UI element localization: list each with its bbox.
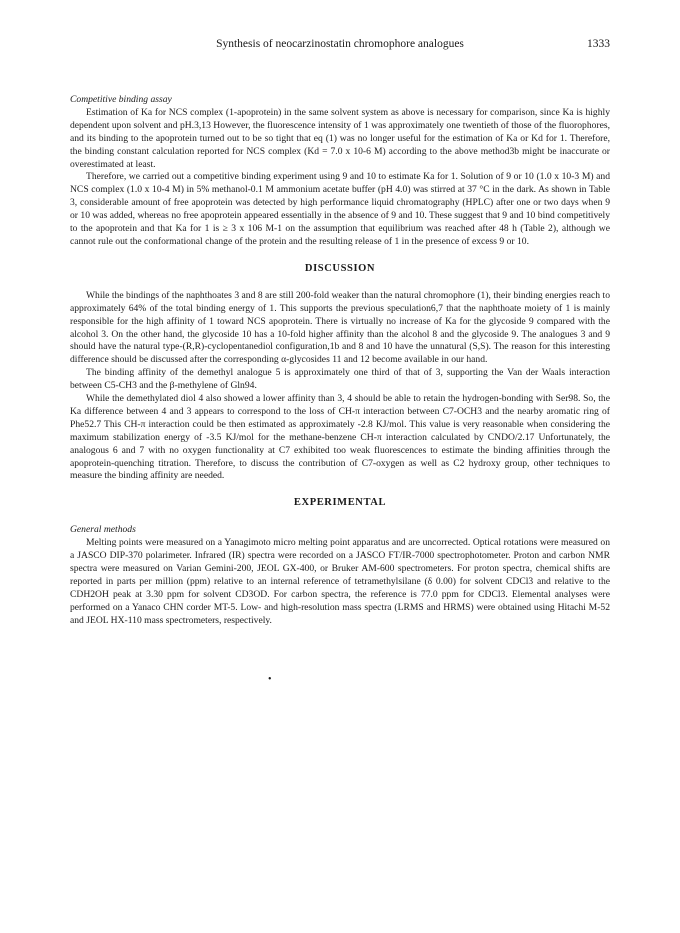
discussion-heading: DISCUSSION — [304, 262, 376, 274]
stray-mark: • — [268, 674, 272, 685]
running-header — [70, 38, 610, 54]
binding-paragraph-1: Estimation of Ka for NCS complex (1-apoprotein) in the same solvent system as above is necessary for comparison, since Ka is highly dependent upon solvent and pH.3,13 However, the fluorescence intensity of 1 was approximately one twentieth of those of the fluorophores, and its binding to the apoprotein turned out to be so tight that eq (1) was no longer useful for the estimation of Ka or Kd for 1. Therefore, the binding constant calculation reported for NCS complex (Kd = 7.0 x 10-6 M) according to the above method3b might be inaccurate or overestimated at least. — [70, 106, 610, 170]
discussion-paragraph-2: The binding affinity of the demethyl analogue 5 is approximately one third of that of 3, supporting the Van der Waals interaction between C5-CH3 and the β-methylene of Gln94. — [70, 367, 610, 392]
competitive-binding-subheading: Competitive binding assay — [70, 94, 172, 105]
binding-paragraph-2: Therefore, we carried out a competitive binding experiment using 9 and 10 to estimate Ka for 1. Solution of 9 or 10 (1.0 x 10-3 M) and NCS complex (1.0 x 10-4 M) in 5% methanol-0.1 M ammonium acetate buffer (pH 4.0) was stirred at 37 °C in the dark. As shown in Table 3, considerable amount of free apoprotein was detected by high performance liquid chromatography (HPLC) after one or two days when 9 or 10 was added, whereas no free apoprotein appeared essentially in the absence of 9 and 10. These suggest that 9 and 10 bind competitively to the apoprotein and that Ka for 1 is ≥ 3 x 106 M-1 on the assumption that equilibrium was reached after 48 h (Table 2), although we cannot rule out the conformational change of the protein and the resulting release of 1 in the presence of excess 9 or 10. — [70, 171, 610, 247]
discussion-paragraph-1: While the bindings of the naphthoates 3 and 8 are still 200-fold weaker than the natural chromophore (1), their binding energies reach to approximately 64% of the total binding energy of 1. This supports the previous speculation6,7 that the naphthoate moiety of 1 is mainly responsible for the high affinity of 1 toward NCS apoprotein. There is virtually no increase of Ka for the glycoside 9 compared with the alcohol 3. On the other hand, the glycoside 10 has a 10-fold higher affinity than the alcohol 8 and the glycoside 9. The analogues 3 and 9 should have the natural type-(R,R)-cyclopentanediol configuration,1b and 8 and 10 have the unnatural (S,S). The reason for this interesting difference should be discussed after the corresponding α-glycosides 11 and 12 become available in our hand. — [70, 289, 610, 366]
experimental-paragraph-1: Melting points were measured on a Yanagimoto micro melting point apparatus and are uncorrected. Optical rotations were measured on a JASCO DIP-370 polarimeter. Infrared (IR) spectra were recorded on a JASCO FT/IR-7000 spectrophotometer. Proton and carbon NMR spectra were measured on Varian Gemini-200, JEOL GX-400, or Bruker AM-600 spectrometers. For proton spectra, chemical shifts are reported in parts per million (ppm) relative to an internal reference of tetramethylsilane (δ 0.00) for solvent CDCl3 and relative to the CDH2OH peak at 3.30 ppm for solvent CD3OD. For carbon spectra, the reference is 77.0 ppm for CDCl3. Elemental analyses were performed on a Yanaco CHN corder MT-5. Low- and high-resolution mass spectra (LRMS and HRMS) were obtained using Hitachi M-52 and JEOL HX-110 mass spectrometers, respectively. — [70, 537, 610, 626]
running-title: Synthesis of neocarzinostatin chromophore analogues — [216, 38, 464, 50]
discussion-paragraph-3: While the demethylated diol 4 also showed a lower affinity than 3, 4 should be able to retain the hydrogen-bonding with Ser98. So, the Ka difference between 4 and 3 appears to correspond to the loss of CH-π interaction between C7-OCH3 and the nearby aromatic ring of Phe52.7 This CH-π interaction could be then estimated as approximately -2.8 KJ/mol. This value is very reasonable when considering the maximum stabilization energy of -3.5 KJ/mol for the methane-benzene CH-π interaction calculated by CNDO/2.17 Unfortunately, the analogous 6 and 7 with no oxygen functionality at C7 exhibited too weak fluorescences to estimate the binding affinities through the apoprotein-quenching titration. Therefore, to discuss the contribution of C7-oxygen as well as C2 hydroxy group, other techniques to measure the binding affinity are needed. — [70, 393, 610, 482]
general-methods-subheading: General methods — [70, 524, 136, 536]
journal-page — [70, 38, 610, 628]
body-text — [70, 94, 610, 628]
page-number: 1333 — [587, 38, 610, 50]
experimental-heading: EXPERIMENTAL — [293, 497, 387, 509]
